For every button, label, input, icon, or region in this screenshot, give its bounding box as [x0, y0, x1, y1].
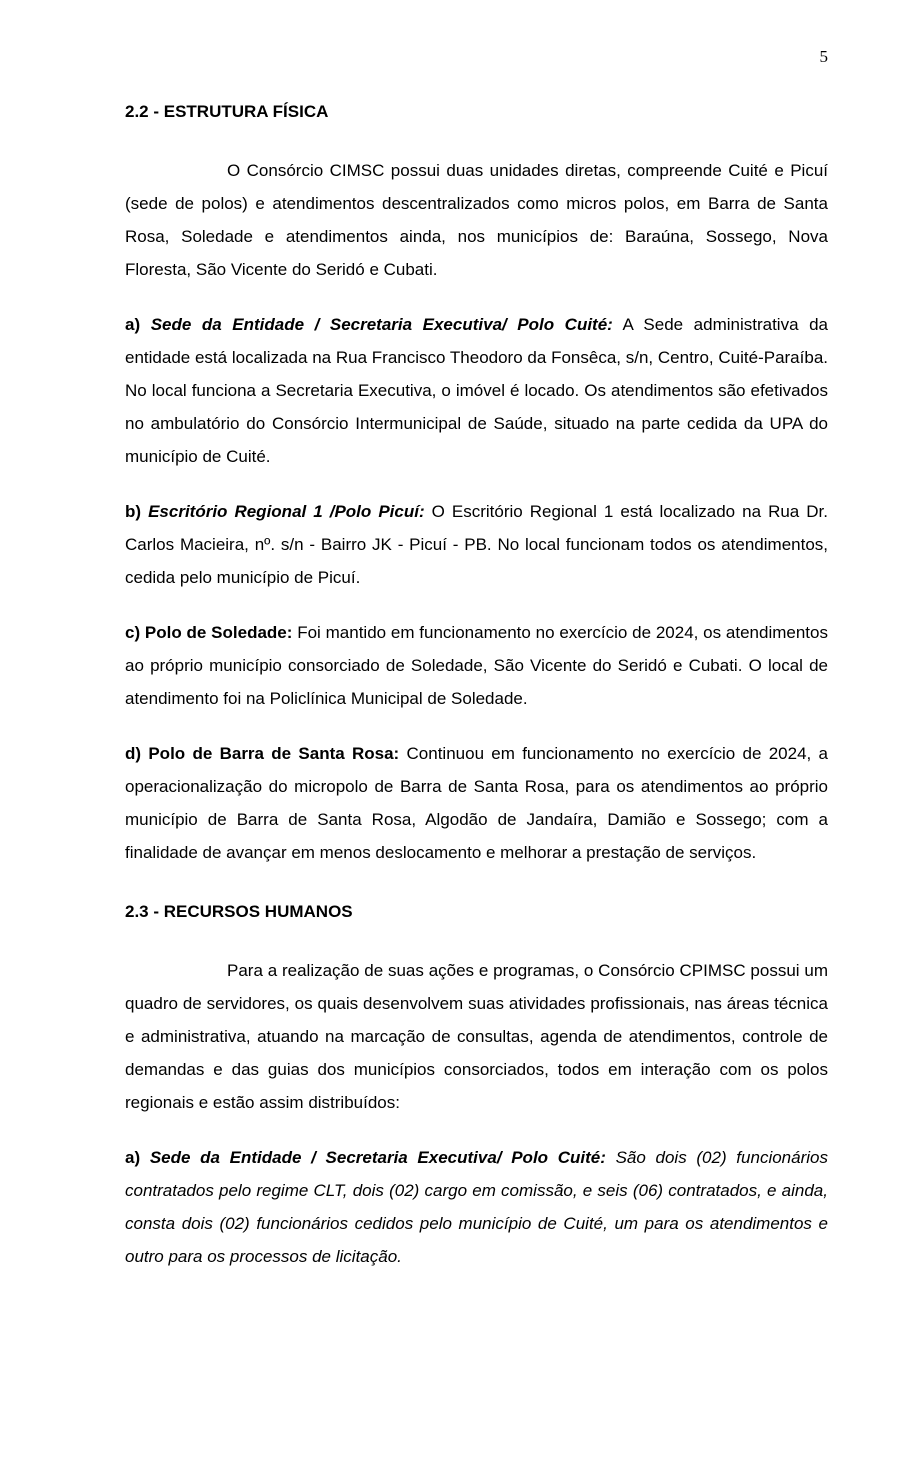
paragraph-polo-barra-santa-rosa: [125, 737, 828, 869]
section-heading-recursos-humanos: 2.3 - RECURSOS HUMANOS: [125, 902, 353, 921]
section-heading-estrutura-fisica: 2.2 - ESTRUTURA FÍSICA: [125, 102, 329, 121]
paragraph-humanos-intro: Para a realização de suas ações e programas, o Consórcio CPIMSC possui um quadro de servidores, os quais desenvolvem suas atividades profissionais, nas áreas técnica e administrativa, atuando na marcação de consultas, agenda de atendimentos, controle de demandas e das guias dos municípios consorciados, todos em interação com os polos regionais e estão assim distribuídos:: [125, 961, 828, 1112]
page-number: 5: [819, 47, 828, 66]
paragraph-polo-soledade: [125, 616, 828, 715]
item-title: Polo de Soledade:: [144, 623, 293, 642]
item-body: São dois (02) funcionários contratados pelo regime CLT, dois (02) cargo em comissão, e seis (06) contratados, e ainda, consta dois (02) funcionários cedidos pelo município de Cuité, um para os atendimentos e outro para os processos de licitação.: [125, 1148, 828, 1266]
item-title: Polo de Barra de Santa Rosa:: [148, 744, 400, 763]
item-marker: c): [125, 623, 141, 642]
item-marker: d): [125, 744, 142, 763]
paragraph-humanos-sede-entidade: [125, 1141, 828, 1273]
item-body: Continuou em funcionamento no exercício de 2024, a operacionalização do micropolo de Barra de Santa Rosa, para os atendimentos ao próprio município de Barra de Santa Rosa, Algodão de Jandaíra, Damião e Sossego; com a finalidade de avançar em menos deslocamento e melhorar a prestação de serviços.: [125, 744, 828, 862]
paragraph-estrutura-intro: O Consórcio CIMSC possui duas unidades diretas, compreende Cuité e Picuí (sede de polos) e atendimentos descentralizados como micros polos, em Barra de Santa Rosa, Soledade e atendimentos ainda, nos municípios de: Baraúna, Sossego, Nova Floresta, São Vicente do Seridó e Cubati.: [125, 161, 828, 279]
item-body: Foi mantido em funcionamento no exercício de 2024, os atendimentos ao próprio município consorciado de Soledade, São Vicente do Seridó e Cubati. O local de atendimento foi na Policlínica Municipal de Soledade.: [125, 623, 828, 708]
item-body: O Escritório Regional 1 está localizado na Rua Dr. Carlos Macieira, nº. s/n - Bairro JK - Picuí - PB. No local funcionam todos os atendimentos, cedida pelo município de Picuí.: [125, 502, 829, 587]
paragraph-escritorio-regional: [125, 495, 828, 594]
item-marker: a): [125, 1148, 141, 1167]
item-title: Sede da Entidade / Secretaria Executiva/ Polo Cuité:: [149, 1148, 606, 1167]
item-body: A Sede administrativa da entidade está localizada na Rua Francisco Theodoro da Fonsêca, s/n, Centro, Cuité-Paraíba. No local funciona a Secretaria Executiva, o imóvel é locado. Os atendimentos são efetivados no ambulatório do Consórcio Intermunicipal de Saúde, situado na parte cedida da UPA do município de Cuité.: [125, 315, 828, 466]
item-title: Escritório Regional 1 /Polo Picuí:: [148, 502, 425, 521]
item-title: Sede da Entidade / Secretaria Executiva/ Polo Cuité:: [150, 315, 613, 334]
item-marker: a): [125, 315, 141, 334]
paragraph-sede-entidade: [125, 308, 828, 473]
item-marker: b): [125, 502, 142, 521]
